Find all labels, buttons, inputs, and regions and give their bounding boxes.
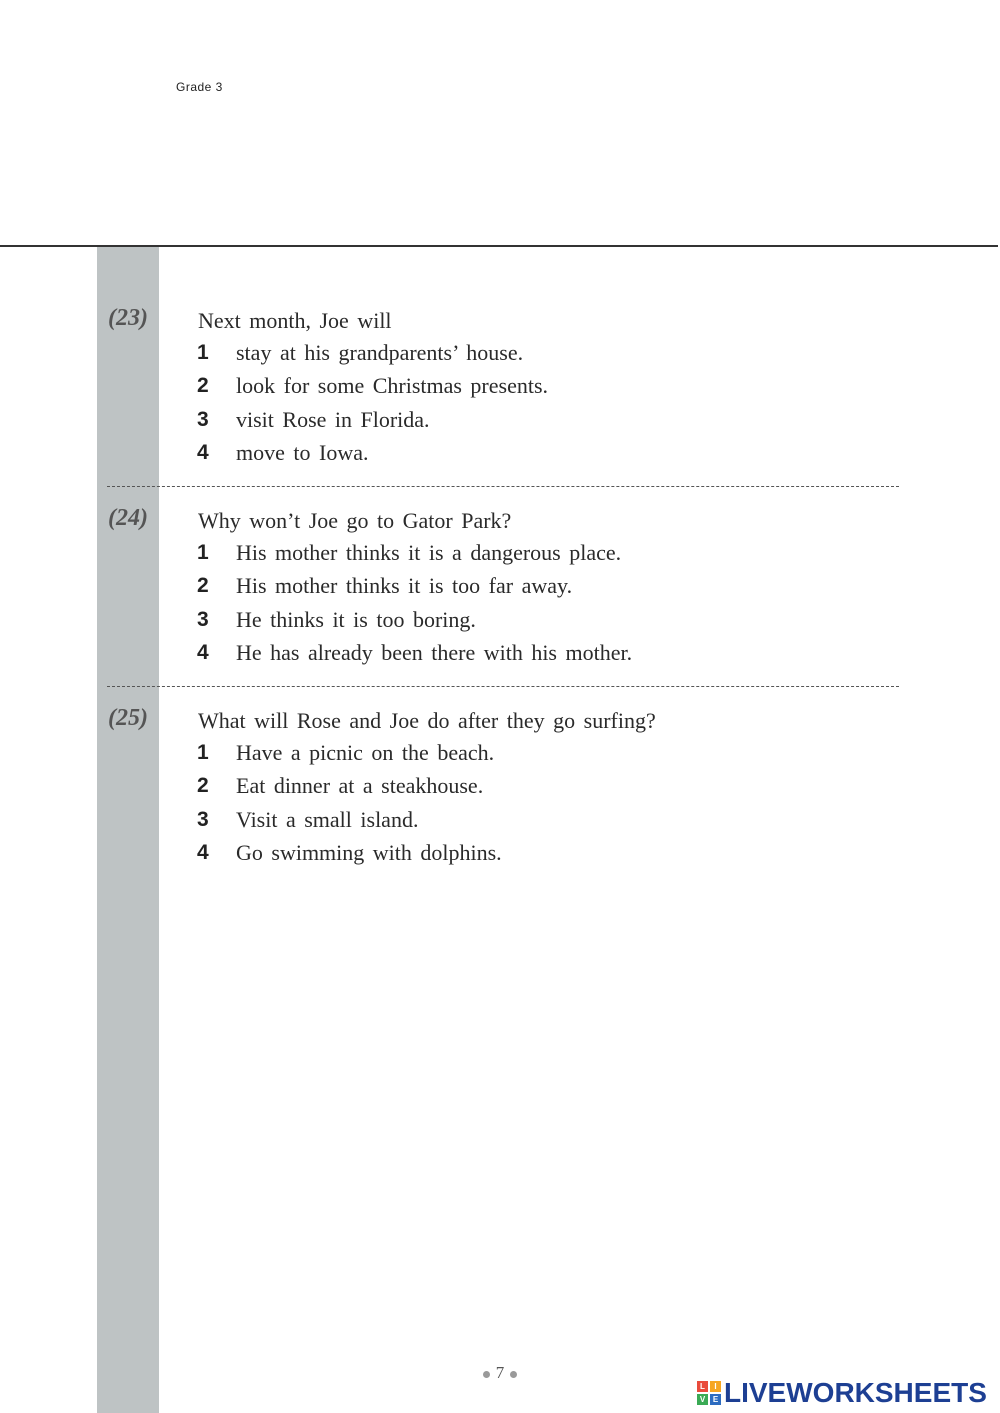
question-text: Why won’t Joe go to Gator Park? — [198, 508, 512, 533]
option-number: 4 — [197, 841, 209, 864]
option-text: Eat dinner at a steakhouse. — [236, 773, 484, 798]
question-text: Next month, Joe will — [198, 308, 392, 333]
brand-name: LIVEWORKSHEETS — [724, 1377, 987, 1408]
option-text: stay at his grandparents’ house. — [236, 340, 524, 365]
logo-tile-i: I — [710, 1381, 721, 1392]
side-bar — [97, 247, 159, 1413]
grade-label: Grade 3 — [176, 80, 223, 94]
option-number: 4 — [197, 641, 209, 664]
question-number: (25) — [108, 705, 148, 731]
logo-tile-v: V — [697, 1394, 708, 1405]
logo-icon — [697, 1381, 721, 1405]
option-number: 1 — [197, 341, 209, 364]
option-number: 2 — [197, 574, 209, 597]
option-text: His mother thinks it is a dangerous place. — [236, 540, 622, 565]
liveworksheets-logo[interactable] — [697, 1377, 987, 1409]
option-text: look for some Christmas presents. — [236, 373, 549, 398]
option-text: Have a picnic on the beach. — [236, 740, 495, 765]
question-number: (24) — [108, 505, 148, 531]
page-number-value: 7 — [495, 1363, 505, 1382]
option-number: 3 — [197, 608, 209, 631]
question-number: (23) — [108, 305, 148, 331]
option-text: His mother thinks it is too far away. — [236, 573, 573, 598]
option-number: 4 — [197, 441, 209, 464]
option-number: 2 — [197, 774, 209, 797]
option-number: 2 — [197, 374, 209, 397]
option-text: move to Iowa. — [236, 440, 369, 465]
option-number: 1 — [197, 741, 209, 764]
option-text: Go swimming with dolphins. — [236, 840, 502, 865]
option-number: 3 — [197, 408, 209, 431]
question-text: What will Rose and Joe do after they go surfing? — [198, 708, 656, 733]
logo-tile-e: E — [710, 1394, 721, 1405]
option-text: Visit a small island. — [236, 807, 419, 832]
option-number: 1 — [197, 541, 209, 564]
option-number: 3 — [197, 808, 209, 831]
question-divider — [107, 486, 899, 487]
bullet-dot-icon — [483, 1371, 490, 1378]
option-text: He thinks it is too boring. — [236, 607, 476, 632]
option-text: visit Rose in Florida. — [236, 407, 430, 432]
logo-tile-l: L — [697, 1381, 708, 1392]
question-divider — [107, 686, 899, 687]
bullet-dot-icon — [510, 1371, 517, 1378]
option-text: He has already been there with his mother. — [236, 640, 633, 665]
page-number — [470, 1363, 530, 1383]
